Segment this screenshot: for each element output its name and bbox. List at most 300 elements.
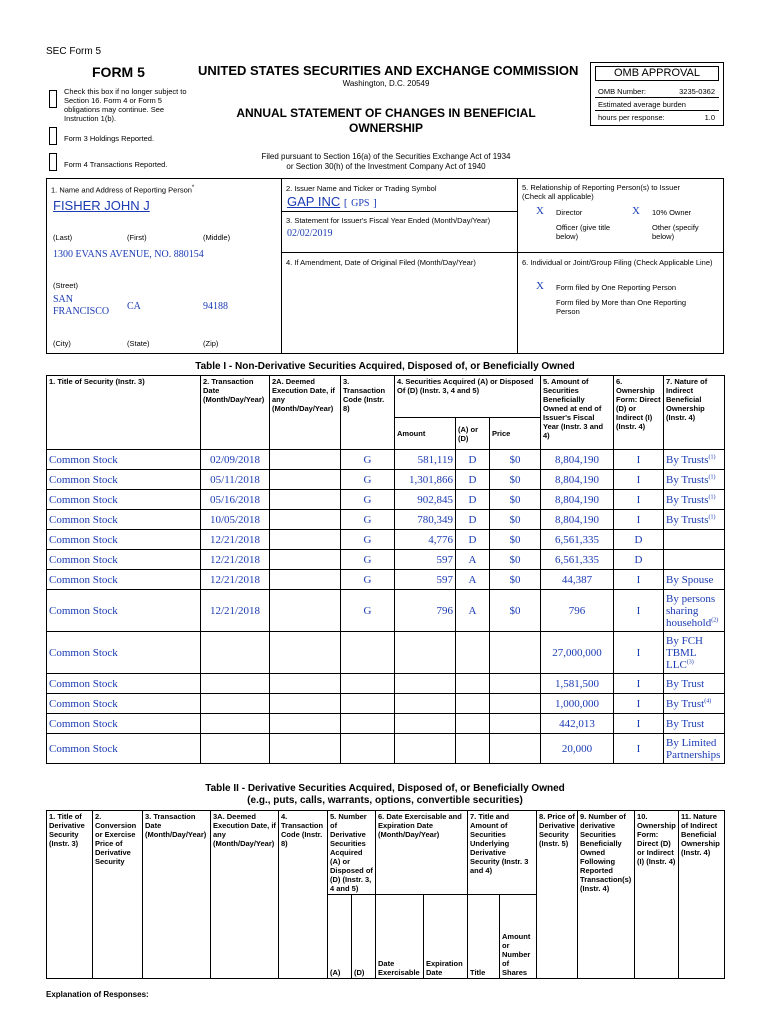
acquired-disposed <box>456 632 490 674</box>
amount <box>395 632 456 674</box>
acquired-disposed-text: A <box>468 604 477 617</box>
ownership-form-text: I <box>636 646 641 659</box>
t2-h4: 4. Transaction Code (Instr. 8) <box>279 811 328 979</box>
amount-owned <box>541 450 614 470</box>
acquired-disposed <box>456 450 490 470</box>
reporting-person-name[interactable]: FISHER JOHN J <box>53 198 150 213</box>
amount <box>395 590 456 632</box>
ownership-form <box>614 714 664 734</box>
amount-owned <box>541 632 614 674</box>
security-title-text: Common Stock <box>49 573 118 586</box>
filed-pursuant <box>198 152 574 172</box>
transaction-date <box>201 530 270 550</box>
footnote-ref[interactable]: (3) <box>686 658 694 665</box>
deemed-date <box>270 674 341 694</box>
ownership-nature <box>664 490 725 510</box>
city-value: SAN FRANCISCO <box>53 294 110 317</box>
amount-owned-text: 8,804,190 <box>555 513 599 526</box>
transaction-date <box>201 734 270 764</box>
form-title-line2: OWNERSHIP <box>348 121 423 135</box>
acquired-disposed <box>456 510 490 530</box>
ownership-form-text: I <box>636 604 641 617</box>
t1-h4-amount: Amount <box>395 418 456 450</box>
issuer-name[interactable]: GAP INC <box>287 194 341 209</box>
ticker-close: ] <box>373 197 377 209</box>
ownership-form-text: D <box>634 533 643 546</box>
amount <box>395 470 456 490</box>
box6-label: 6. Individual or Joint/Group Filing (Check Applicable Line) <box>522 258 713 267</box>
one-person-label: Form filed by One Reporting Person <box>556 283 677 292</box>
box1-label <box>51 184 194 195</box>
state-label: (State) <box>127 339 150 348</box>
ownership-nature <box>664 530 725 550</box>
filed-line1: Filed pursuant to Section 16(a) of the Securities Exchange Act of 1934 <box>261 152 511 161</box>
ownership-nature-text: By persons sharing household <box>666 592 716 629</box>
hours-value: 1.0 <box>704 113 715 122</box>
footnote-ref[interactable]: (1) <box>708 473 716 480</box>
amount-owned-text: 27,000,000 <box>552 646 602 659</box>
agency-city: Washington, D.C. 20549 <box>342 79 430 88</box>
one-person-mark[interactable]: X <box>536 280 544 292</box>
footnote-ref[interactable]: (1) <box>708 513 716 520</box>
owner-mark[interactable]: X <box>632 205 640 217</box>
amount-owned <box>541 714 614 734</box>
multi-person-label: Form filed by More than One Reporting Person <box>556 298 687 316</box>
acquired-disposed-text: D <box>468 453 477 466</box>
transaction-code <box>341 714 395 734</box>
price <box>490 694 541 714</box>
table2-title-line1: Table II - Derivative Securities Acquired, Disposed of, or Beneficially Owned <box>205 783 565 794</box>
acquired-disposed <box>456 490 490 510</box>
t1-h4: 4. Securities Acquired (A) or Disposed Of (D) (Instr. 3, 4 and 5) <box>395 376 541 418</box>
ownership-form-text: I <box>636 742 641 755</box>
amount-owned <box>541 590 614 632</box>
transaction-date-text: 05/11/2018 <box>210 473 260 486</box>
t2-h6: 6. Date Exercisable and Expiration Date (Month/Day/Year) <box>376 811 468 895</box>
ownership-form-text: I <box>636 717 641 730</box>
omb-number-label: OMB Number: <box>598 87 646 96</box>
transaction-date-text: 12/21/2018 <box>209 553 261 566</box>
security-title <box>47 674 201 694</box>
transaction-code <box>341 734 395 764</box>
security-title <box>47 714 201 734</box>
amount-text: 597 <box>436 573 453 586</box>
transaction-date <box>201 632 270 674</box>
table-row <box>47 470 725 490</box>
ownership-nature <box>664 632 725 674</box>
transaction-code <box>341 694 395 714</box>
ownership-form <box>614 470 664 490</box>
deemed-date <box>270 530 341 550</box>
footnote-ref[interactable]: (1) <box>708 493 716 500</box>
ownership-nature-text: By Trusts <box>666 513 709 526</box>
reporting-person-box <box>46 178 282 354</box>
ownership-nature <box>664 734 725 764</box>
deemed-date <box>270 714 341 734</box>
form4-transactions-checkbox[interactable] <box>49 153 57 171</box>
price-text: $0 <box>509 553 521 566</box>
transaction-date <box>201 550 270 570</box>
table1 <box>46 375 725 764</box>
acquired-disposed <box>456 674 490 694</box>
table-row <box>47 450 725 470</box>
amount-text: 4,776 <box>428 533 453 546</box>
security-title-text: Common Stock <box>49 604 118 617</box>
agency-title: UNITED STATES SECURITIES AND EXCHANGE COMMISSION <box>198 63 579 78</box>
transaction-date <box>201 714 270 734</box>
issuer-box <box>281 178 518 212</box>
form3-holdings-label: Form 3 Holdings Reported. <box>64 134 155 143</box>
ownership-form <box>614 450 664 470</box>
director-label: Director <box>556 208 583 217</box>
transaction-date <box>201 490 270 510</box>
box4-label: 4. If Amendment, Date of Original Filed (Month/Day/Year) <box>286 258 476 267</box>
table1-title: Table I - Non-Derivative Securities Acquired, Disposed of, or Beneficially Owned <box>195 361 575 372</box>
omb-approval-box <box>590 62 724 126</box>
security-title-text: Common Stock <box>49 473 118 486</box>
acquired-disposed <box>456 694 490 714</box>
security-title-text: Common Stock <box>49 453 118 466</box>
ownership-nature <box>664 470 725 490</box>
security-title <box>47 490 201 510</box>
price <box>490 714 541 734</box>
ownership-nature-text: By Spouse <box>666 573 714 586</box>
acquired-disposed-text: D <box>468 513 477 526</box>
amount-owned-text: 6,561,335 <box>555 553 599 566</box>
security-title-text: Common Stock <box>49 513 118 526</box>
ownership-form-text: I <box>636 677 641 690</box>
transaction-code-text: G <box>363 533 372 546</box>
table-row <box>47 714 725 734</box>
t2-h8: 8. Price of Derivative Security (Instr. 5) <box>537 811 578 979</box>
amount-owned-text: 8,804,190 <box>555 493 599 506</box>
table-row <box>47 674 725 694</box>
table-row <box>47 570 725 590</box>
ownership-nature-text: By Trusts <box>666 453 709 466</box>
burden-label: Estimated average burden <box>598 100 686 109</box>
security-title <box>47 470 201 490</box>
transaction-date-text: 12/21/2018 <box>209 573 261 586</box>
acquired-disposed <box>456 734 490 764</box>
amount <box>395 450 456 470</box>
amount-owned <box>541 510 614 530</box>
acquired-disposed <box>456 530 490 550</box>
table-row <box>47 530 725 550</box>
box5-sub: (Check all applicable) <box>522 192 594 201</box>
security-title-text: Common Stock <box>49 553 118 566</box>
ownership-nature <box>664 510 725 530</box>
issuer-line <box>287 194 377 209</box>
t1-h2a: 2A. Deemed Execution Date, if any (Month/Day/Year) <box>270 376 341 450</box>
transaction-code-text: G <box>363 573 372 586</box>
form-label: FORM 5 <box>92 64 145 80</box>
t2-s-amt: Amount or Number of Shares <box>500 895 537 979</box>
price <box>490 674 541 694</box>
street-label: (Street) <box>53 281 79 290</box>
amount-owned <box>541 490 614 510</box>
t2-s-title: Title <box>468 895 500 979</box>
ownership-form <box>614 632 664 674</box>
deemed-date <box>270 510 341 530</box>
t2-h11: 11. Nature of Indirect Beneficial Ownership (Instr. 4) <box>679 811 725 979</box>
city-label: (City) <box>53 339 71 348</box>
security-title-text: Common Stock <box>49 646 118 659</box>
ownership-form <box>614 694 664 714</box>
price <box>490 550 541 570</box>
price <box>490 450 541 470</box>
ownership-nature <box>664 674 725 694</box>
state-value: CA <box>127 301 141 312</box>
explanation-label: Explanation of Responses: <box>46 990 149 999</box>
transaction-date <box>201 694 270 714</box>
transaction-date <box>201 590 270 632</box>
amount-owned-text: 8,804,190 <box>555 473 599 486</box>
security-title <box>47 632 201 674</box>
table-row <box>47 694 725 714</box>
amount <box>395 550 456 570</box>
amount-owned <box>541 694 614 714</box>
price-text: $0 <box>509 493 521 506</box>
table-row <box>47 490 725 510</box>
ownership-form <box>614 734 664 764</box>
table-row <box>47 734 725 764</box>
ownership-form-text: I <box>636 493 641 506</box>
form3-holdings-checkbox[interactable] <box>49 127 57 145</box>
t1-h5: 5. Amount of Securities Beneficially Owned at end of Issuer's Fiscal Year (Instr. 3 and 4) <box>541 376 614 450</box>
amount <box>395 694 456 714</box>
filed-line2: or Section 30(h) of the Investment Company Act of 1940 <box>286 162 486 171</box>
price <box>490 632 541 674</box>
transaction-date <box>201 450 270 470</box>
ownership-nature-text: By FCH TBML LLC <box>666 634 703 671</box>
amount <box>395 674 456 694</box>
zip-value: 94188 <box>203 301 228 312</box>
ownership-form <box>614 674 664 694</box>
acquired-disposed <box>456 570 490 590</box>
transaction-date-text: 12/21/2018 <box>209 604 261 617</box>
ownership-form-text: I <box>636 513 641 526</box>
acquired-disposed <box>456 714 490 734</box>
t2-h3: 3. Transaction Date (Month/Day/Year) <box>143 811 211 979</box>
transaction-date <box>201 470 270 490</box>
security-title-text: Common Stock <box>49 742 118 755</box>
ownership-form <box>614 590 664 632</box>
ownership-nature <box>664 694 725 714</box>
box5-label: 5. Relationship of Reporting Person(s) to Issuer <box>522 183 680 192</box>
amount-owned <box>541 550 614 570</box>
fiscal-year-value: 02/02/2019 <box>287 228 333 239</box>
last-label: (Last) <box>53 233 73 242</box>
box1-label-text: 1. Name and Address of Reporting Person <box>51 185 192 195</box>
ownership-form-text: I <box>636 573 641 586</box>
price <box>490 490 541 510</box>
t2-s-d: (D) <box>352 895 376 979</box>
filing-box <box>517 252 724 354</box>
transaction-code <box>341 550 395 570</box>
t1-h2: 2. Transaction Date (Month/Day/Year) <box>201 376 270 450</box>
box1-star: * <box>191 185 195 191</box>
price <box>490 590 541 632</box>
table-row <box>47 510 725 530</box>
amount-owned-text: 796 <box>568 604 586 617</box>
transaction-date-text: 10/05/2018 <box>209 513 261 526</box>
table2-title <box>46 783 724 807</box>
transaction-code-text: G <box>363 453 372 466</box>
sec-form-label: SEC Form 5 <box>46 46 102 57</box>
transaction-code <box>341 674 395 694</box>
acquired-disposed <box>456 590 490 632</box>
no-longer-subject-checkbox[interactable] <box>49 90 57 108</box>
security-title <box>47 570 201 590</box>
middle-label: (Middle) <box>203 233 231 242</box>
omb-title: OMB APPROVAL <box>595 66 719 81</box>
footnote-ref[interactable]: (4) <box>704 697 712 704</box>
owner-label: 10% Owner <box>652 208 692 217</box>
acquired-disposed-text: A <box>468 573 477 586</box>
amount-owned <box>541 470 614 490</box>
amount <box>395 734 456 764</box>
price <box>490 470 541 490</box>
transaction-code-text: G <box>363 553 372 566</box>
ownership-nature-text: By Trust <box>666 677 705 690</box>
director-mark[interactable]: X <box>536 205 544 217</box>
ownership-nature <box>664 714 725 734</box>
form4-transactions-label: Form 4 Transactions Reported. <box>64 160 168 169</box>
amount-owned <box>541 570 614 590</box>
deemed-date <box>270 734 341 764</box>
security-title <box>47 694 201 714</box>
amount-owned <box>541 674 614 694</box>
ownership-form-text: I <box>636 697 641 710</box>
table-row <box>47 550 725 570</box>
price <box>490 510 541 530</box>
box2-label: 2. Issuer Name and Ticker or Trading Symbol <box>286 184 437 193</box>
ownership-nature-text: By Trust <box>666 697 705 710</box>
security-title-text: Common Stock <box>49 717 118 730</box>
transaction-date <box>201 510 270 530</box>
acquired-disposed-text: A <box>468 553 477 566</box>
security-title <box>47 550 201 570</box>
price-text: $0 <box>509 513 521 526</box>
security-title <box>47 530 201 550</box>
security-title-text: Common Stock <box>49 493 118 506</box>
amount-owned-text: 20,000 <box>561 742 593 755</box>
security-title-text: Common Stock <box>49 677 118 690</box>
price <box>490 530 541 550</box>
street-value: 1300 EVANS AVENUE, NO. 880154 <box>53 249 204 260</box>
transaction-code <box>341 570 395 590</box>
table2-title-line2: (e.g., puts, calls, warrants, options, convertible securities) <box>247 795 523 806</box>
t1-h3: 3. Transaction Code (Instr. 8) <box>341 376 395 450</box>
transaction-code <box>341 450 395 470</box>
deemed-date <box>270 590 341 632</box>
price <box>490 570 541 590</box>
amount-owned-text: 8,804,190 <box>555 453 599 466</box>
ownership-nature <box>664 550 725 570</box>
t2-h5: 5. Number of Derivative Securities Acquired (A) or Disposed of (D) (Instr. 3, 4 and 5) <box>328 811 376 895</box>
ownership-form <box>614 570 664 590</box>
fiscal-year-box <box>281 211 518 253</box>
acquired-disposed-text: D <box>468 533 477 546</box>
acquired-disposed <box>456 550 490 570</box>
amount <box>395 570 456 590</box>
ownership-nature <box>664 570 725 590</box>
security-title <box>47 590 201 632</box>
t1-h4-ad: (A) or (D) <box>456 418 490 450</box>
ownership-nature-text: By Trusts <box>666 493 709 506</box>
ownership-form-text: D <box>634 553 643 566</box>
ownership-nature <box>664 590 725 632</box>
t2-h2: 2. Conversion or Exercise Price of Derivative Security <box>93 811 143 979</box>
transaction-code <box>341 510 395 530</box>
transaction-code <box>341 632 395 674</box>
t2-s-exp: Expiration Date <box>424 895 468 979</box>
other-label: Other (specify below) <box>652 223 699 241</box>
t2-s-de: Date Exercisable <box>376 895 424 979</box>
first-label: (First) <box>127 233 147 242</box>
t1-h4-price: Price <box>490 418 541 450</box>
transaction-date-text: 05/16/2018 <box>209 493 261 506</box>
footnote-ref[interactable]: (1) <box>708 453 716 460</box>
transaction-code <box>341 470 395 490</box>
transaction-code-text: G <box>363 513 372 526</box>
amount <box>395 530 456 550</box>
t2-h3a: 3A. Deemed Execution Date, if any (Month/Day/Year) <box>211 811 279 979</box>
transaction-date-text: 02/09/2018 <box>209 453 261 466</box>
acquired-disposed-text: D <box>468 473 477 486</box>
transaction-date <box>201 570 270 590</box>
ownership-form <box>614 530 664 550</box>
price-text: $0 <box>509 573 521 586</box>
footnote-ref[interactable]: (2) <box>711 616 719 623</box>
form-title-line1: ANNUAL STATEMENT OF CHANGES IN BENEFICIAL <box>236 106 536 120</box>
table-row <box>47 632 725 674</box>
amount-owned-text: 6,561,335 <box>555 533 599 546</box>
ownership-nature <box>664 450 725 470</box>
transaction-date-text: 12/21/2018 <box>209 533 261 546</box>
amount <box>395 490 456 510</box>
security-title-text: Common Stock <box>49 697 118 710</box>
deemed-date <box>270 570 341 590</box>
amount <box>395 510 456 530</box>
ticker-symbol: GPS <box>351 198 370 209</box>
ownership-form-text: I <box>636 473 641 486</box>
amount-text: 1,301,866 <box>409 473 453 486</box>
amount-owned-text: 442,013 <box>559 717 595 730</box>
ticker-open: [ <box>343 197 348 209</box>
t1-h7: 7. Nature of Indirect Beneficial Ownership (Instr. 4) <box>664 376 725 450</box>
transaction-date <box>201 674 270 694</box>
t1-h6: 6. Ownership Form: Direct (D) or Indirect (I) (Instr. 4) <box>614 376 664 450</box>
deemed-date <box>270 490 341 510</box>
deemed-date <box>270 470 341 490</box>
amount-owned-text: 44,387 <box>561 573 593 586</box>
security-title <box>47 510 201 530</box>
ownership-form-text: I <box>636 453 641 466</box>
t1-h1: 1. Title of Security (Instr. 3) <box>47 376 201 450</box>
no-longer-subject-label: Check this box if no longer subject to Section 16. Form 4 or Form 5 obligations may continue. See Instruction 1(b). <box>64 87 187 123</box>
amount-owned-text: 1,581,500 <box>555 677 599 690</box>
amendment-box <box>281 252 518 354</box>
price-text: $0 <box>509 604 521 617</box>
amount <box>395 714 456 734</box>
transaction-code-text: G <box>363 604 372 617</box>
ownership-form <box>614 510 664 530</box>
amount-owned <box>541 734 614 764</box>
transaction-code-text: G <box>363 493 372 506</box>
transaction-code-text: G <box>363 473 372 486</box>
amount-text: 902,845 <box>417 493 453 506</box>
